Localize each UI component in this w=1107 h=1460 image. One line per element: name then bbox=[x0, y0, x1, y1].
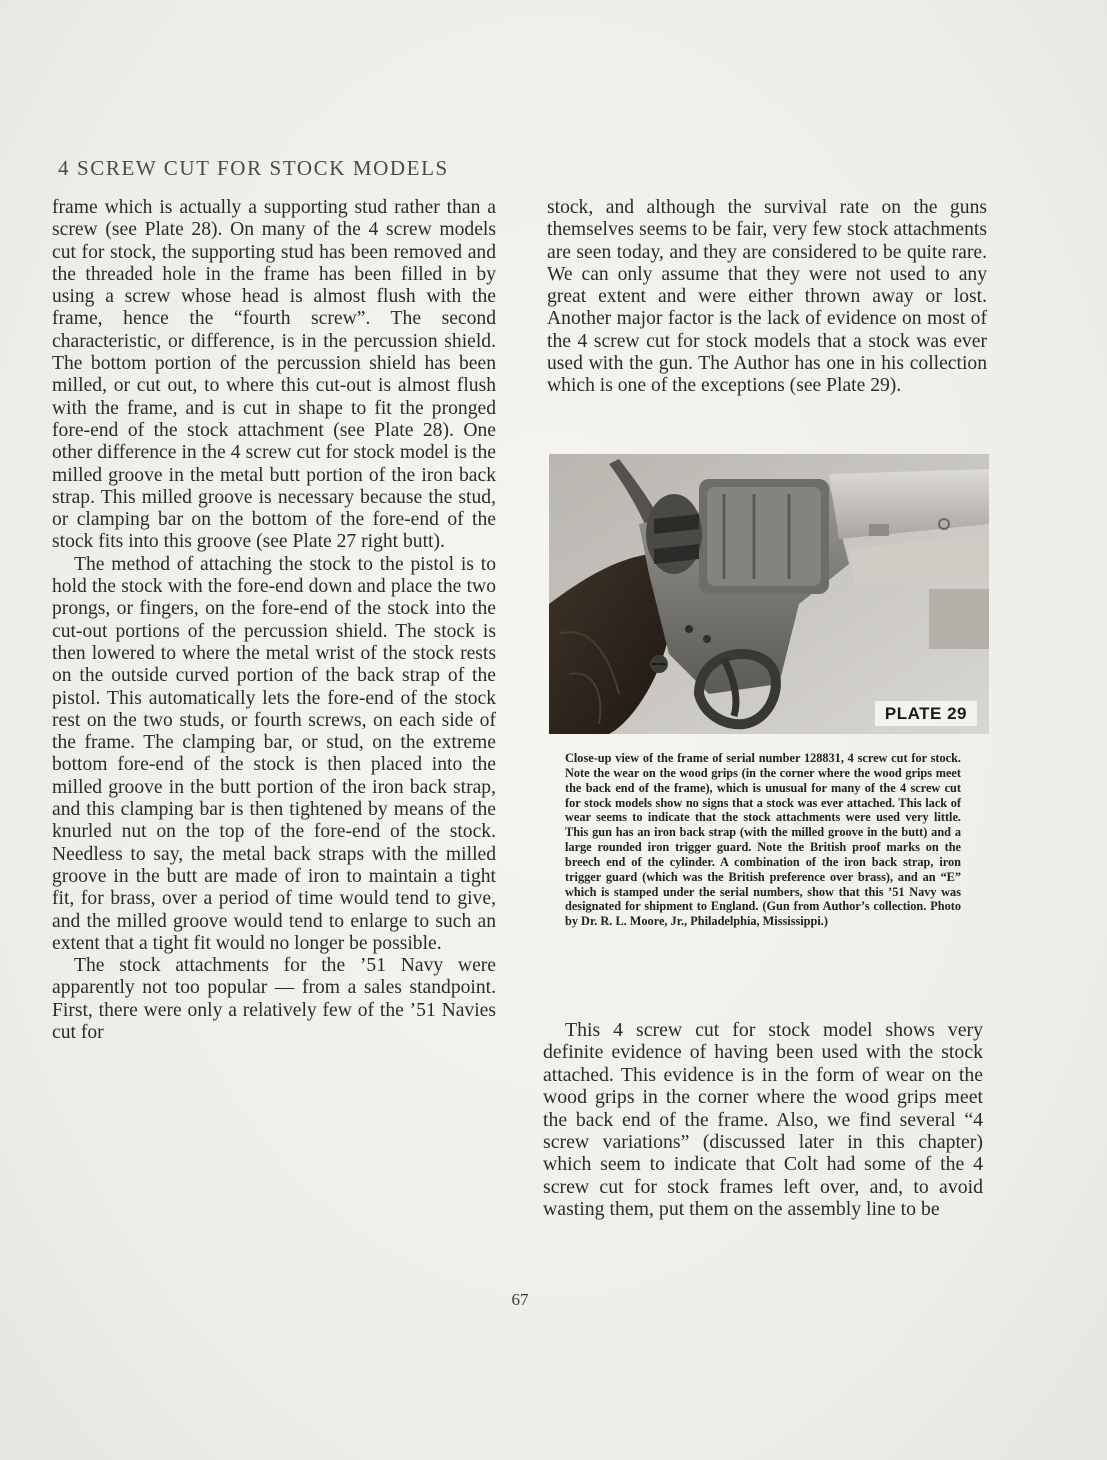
revolver-photo bbox=[549, 454, 989, 734]
revolver-illustration bbox=[549, 454, 989, 734]
right-paragraph-bottom: This 4 screw cut for stock model shows very definite evidence of having been used with the stock attached. This evidence is in the form of wear on the wood grips in the corner where the wood grips meet the back end of the frame. Also, we find several “4 screw variations” (discussed later in this chapter) which seem to indicate that Colt had some of the 4 screw cut for stock frames left over, and, to avoid wasting them, put them on the assembly line to be bbox=[543, 1019, 983, 1221]
right-paragraph-top: stock, and although the survival rate on the guns themselves seems to be fair, very few stock attachments are seen today, and they are considered to be quite rare. We can only assume that they were not used to any great extent and were either thrown away or lost. Another major factor is the lack of evidence on most of the 4 screw cut for stock models that a stock was ever used with the gun. The Author has one in his collection which is one of the exceptions (see Plate 29). bbox=[547, 197, 987, 397]
page-number: 67 bbox=[511, 1290, 529, 1309]
left-paragraph-2: The method of attaching the stock to the pistol is to hold the stock with the fore-end down and place the two prongs, or fingers, on the fore-end of the stock into the cut-out portions of the percussion shield. The stock is then lowered to where the metal wrist of the stock rests on the outside curved portion of the back strap of the pistol. This automatically lets the fore-end of the stock rest on the two studs, or fourth screws, on each side of the frame. The clamping bar, or stud, on the extreme bottom fore-end of the stock is then placed into the milled groove in the butt portion of the iron back strap, and this clamping bar is then tightened by means of the knurled nut on the top of the fore-end of the stock. Needless to say, the metal back straps with the milled groove in the butt are made of iron to maintain a tight fit, for brass, over a period of time would tend to give, and the milled groove would tend to enlarge to such an extent that a tight fit would no longer be possible. bbox=[52, 553, 496, 954]
left-column bbox=[52, 197, 496, 1044]
left-paragraph-1: frame which is actually a supporting stud rather than a screw (see Plate 28). On many of the 4 screw models cut for stock, the supporting stud has been removed and the threaded hole in the frame has been filled in by using a screw whose head is almost flush with the frame, hence the “fourth screw”. The second characteristic, or difference, is in the percussion shield. The bottom portion of the percussion shield has been milled, or cut out, to where this cut-out is almost flush with the frame, and is cut in shape to fit the pronged fore-end of the stock attachment (see Plate 28). One other difference in the 4 screw cut for stock model is the milled groove in the metal butt portion of the iron back strap. This milled groove is necessary because the stud, or clamping bar on the bottom of the fore-end of the stock fits into this groove (see Plate 27 right butt). bbox=[52, 197, 496, 553]
right-column-top bbox=[547, 197, 987, 398]
right-column-bottom bbox=[543, 1019, 983, 1221]
running-head: 4 SCREW CUT FOR STOCK MODELS bbox=[58, 156, 449, 180]
left-paragraph-3: The stock attachments for the ’51 Navy were apparently not too popular — from a sales standpoint. First, there were only a relatively few of the ’51 Navies cut for bbox=[52, 955, 496, 1043]
plate-label: PLATE 29 bbox=[875, 701, 977, 726]
figure-caption: Close-up view of the frame of serial number 128831, 4 screw cut for stock. Note the wear on the wood grips (in the corner where the wood grips meet the back end of the frame), which is unusual for many of the 4 screw cut for stock models show no signs that a stock was ever attached. This lack of wear seems to indicate that the stock attachments were used very little. This gun has an iron back strap (with the milled groove in the butt) and a large rounded iron trigger guard. Note the British proof marks on the breech end of the cylinder. A combination of the iron back strap, iron trigger guard (which was the British preference over brass), and an “E” which is stamped under the serial numbers, show that this ’51 Navy was designated for shipment to England. (Gun from Author’s collection. Photo by Dr. R. L. Moore, Jr., Philadelphia, Mississippi.) bbox=[565, 751, 961, 929]
